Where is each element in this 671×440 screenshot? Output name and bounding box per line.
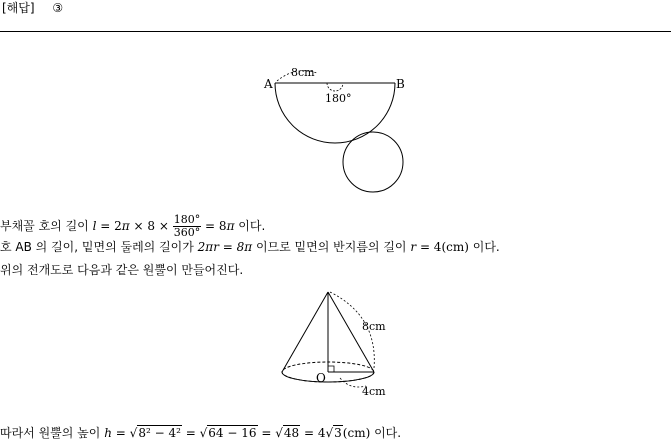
radical-3: 48	[283, 426, 300, 440]
cone-base-front-arc	[282, 372, 374, 382]
solution-line-4: 따라서 원뿔의 높이 h = √8² − 4² = √64 − 16 = √48 = 4√3(cm) 이다.	[0, 426, 402, 440]
answer-choice-mark: ③	[52, 1, 64, 15]
answer-header	[2, 1, 63, 15]
label-point-b: B	[396, 77, 405, 91]
right-angle-mark	[328, 366, 334, 372]
header-divider	[0, 31, 671, 32]
label-point-a: A	[264, 77, 273, 91]
base-circle	[343, 132, 403, 192]
label-sector-angle: 180°	[325, 92, 352, 105]
answer-tag: [해답]	[2, 1, 35, 15]
label-sector-radius: 8cm	[291, 66, 315, 79]
label-center-o: O	[316, 371, 326, 385]
solution-line-2: 호 AB 의 길이, 밑면의 둘레의 길이가 2πr = 8π 이므로 밑면의 반지름의 길이 r = 4(cm) 이다.	[0, 240, 500, 254]
cone-net-figure	[255, 60, 415, 195]
cone-figure	[270, 288, 400, 400]
angle-marker-arc	[327, 83, 343, 91]
radical-1: 8² − 4²	[138, 426, 181, 440]
cone-left-edge	[282, 292, 328, 372]
solution-line-1: 부채꼴 호의 길이 l = 2π × 8 × $\frac{180^\circ}{360^\circ}$ = 8π 이다.	[0, 213, 266, 239]
radical-2: 64 − 16	[208, 426, 257, 440]
label-base-radius: 4cm	[362, 385, 386, 398]
angle-fraction: $\frac{180^\circ}{360^\circ}$	[173, 213, 201, 239]
solution-line-3: 위의 전개도로 다음과 같은 원뿔이 만들어진다.	[0, 263, 244, 277]
label-slant-height: 8cm	[362, 320, 386, 333]
radical-4: 3	[334, 426, 342, 440]
